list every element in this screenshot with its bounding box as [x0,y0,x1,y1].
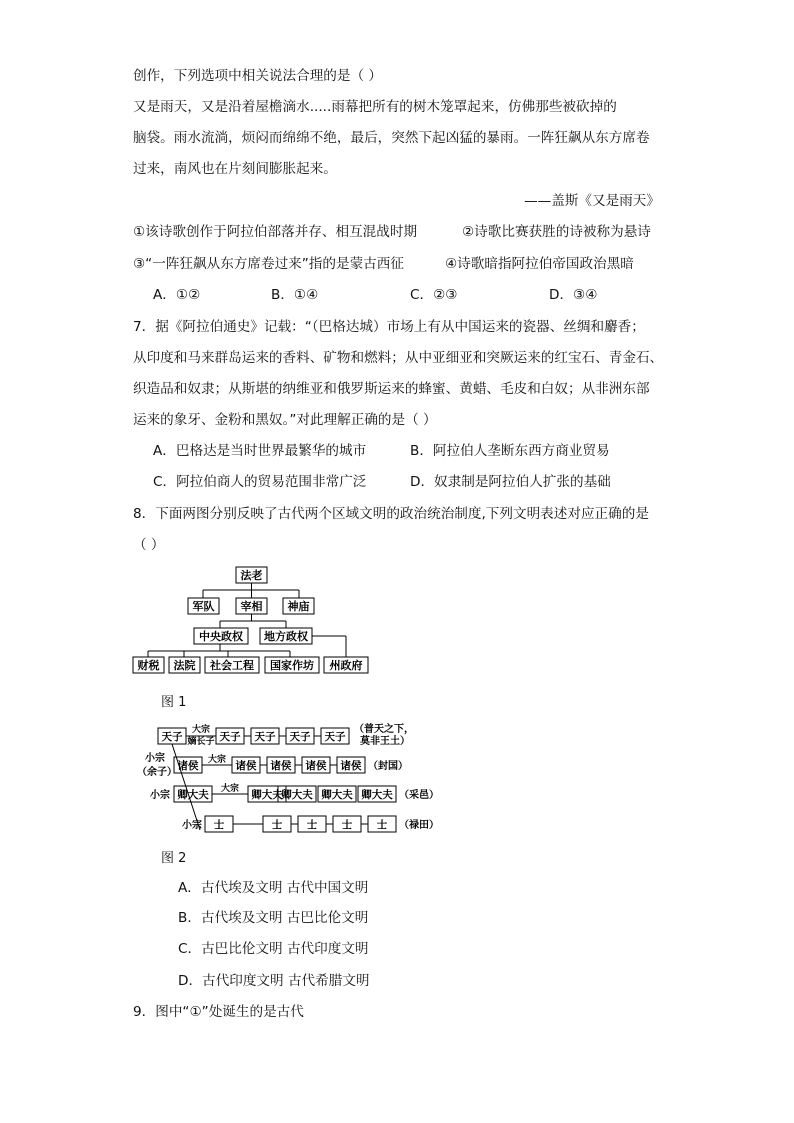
figure-2-diagram [128,718,448,836]
fig2-note-2: （封国） [368,761,408,772]
q6-poem-source: ——盖斯《又是雨天》 [524,193,660,209]
q8-option-a[interactable]: A．古代埃及文明 古代中国文明 [178,880,369,896]
fig1-court: 法院 [173,659,196,672]
fig2-tianzi-1: 天子 [161,731,183,743]
fig2-note-1b: 莫非王土） [360,736,410,747]
fig1-state-workshop: 国家作坊 [270,659,314,672]
fig2-shi-5: 士 [376,819,388,831]
q6-statement-1: ①该诗歌创作于阿拉伯部落并存、相互混战时期 [133,224,418,240]
q8-option-c[interactable]: C．古巴比伦文明 古代印度文明 [178,941,369,957]
fig2-dazong-3: 大宗 [220,784,240,794]
figure-2-caption: 图 2 [161,851,187,866]
fig2-qingdafu-5: 卿大夫 [361,789,393,801]
fig2-shi-4: 士 [341,819,353,831]
fig2-dizhangzi: 嫡长子 [187,737,215,747]
figure-1-diagram [128,563,378,678]
fig1-tax: 财税 [137,659,160,672]
q9-stem-line-1: 9．图中“①”处诞生的是古代 [133,1004,304,1020]
fig2-note-4: （禄田） [399,820,439,831]
q6-option-c[interactable]: C．②③ [410,287,458,303]
fig2-xiaozong-2: 小宗 [150,790,170,801]
fig1-army: 军队 [192,600,215,613]
fig2-tianzi-2: 天子 [219,731,241,743]
fig2-note-1a: （普天之下， [354,724,414,735]
q8-stem-line-1: 8．下面两图分别反映了古代两个区域文明的政治统治制度,下列文明表述对应正确的是 [133,506,649,522]
q7-stem-line-3: 织造品和奴隶；从斯堪的纳维亚和俄罗斯运来的蜂蜜、黄蜡、毛皮和白奴；从非洲东部 [133,381,650,397]
q6-statement-2: ②诗歌比赛获胜的诗被称为悬诗 [462,224,651,240]
q7-option-c[interactable]: C．阿拉伯商人的贸易范围非常广泛 [153,474,367,490]
fig1-temple: 神庙 [287,600,310,613]
fig1-local-gov: 地方政权 [264,630,308,643]
fig2-shi-3: 士 [306,819,318,831]
q7-stem-line-1: 7．据《阿拉伯通史》记载：“（巴格达城）市场上有从中国运来的瓷器、丝绸和麝香； [133,319,645,335]
q6-option-d[interactable]: D．③④ [549,287,598,303]
q7-stem-line-4: 运来的象牙、金粉和黑奴。”对此理解正确的是（ ） [133,412,437,428]
q7-option-a[interactable]: A．巴格达是当时世界最繁华的城市 [153,443,367,459]
q6-statement-3: ③“一阵狂飙从东方席卷过来”指的是蒙古西征 [133,256,404,272]
q6-stem-tail: 创作，下列选项中相关说法合理的是（ ） [133,68,383,84]
fig2-shi-2: 士 [271,819,283,831]
fig1-public-works: 社会工程 [210,659,254,672]
q6-poem-line-1: 又是雨天，又是沿着屋檐滴水.....雨幕把所有的树木笼罩起来，仿佛那些被砍掉的 [133,99,617,115]
q6-poem-line-3: 过来，南风也在片刻间膨胀起来。 [133,161,337,177]
fig2-qingdafu-2: 卿大夫 [251,789,283,801]
q8-stem-line-2: （ ） [133,537,165,553]
fig2-tianzi-4: 天子 [289,731,311,743]
fig2-qingdafu-3: 卿大夫 [281,789,313,801]
q6-statement-4: ④诗歌暗指阿拉伯帝国政治黑暗 [445,256,634,272]
fig2-qingdafu-1: 卿大夫 [177,789,209,801]
q6-option-a[interactable]: A．①② [153,287,201,303]
fig2-xiaozong-1: 小宗 [145,753,165,764]
fig2-tianzi-3: 天子 [254,731,276,743]
fig2-zhuhou-1: 诸侯 [177,760,199,772]
fig2-xiaozong-3: 小宗 [182,820,202,831]
q8-option-b[interactable]: B．古代埃及文明 古巴比伦文明 [178,910,369,926]
fig2-dazong-1: 大宗 [191,725,211,735]
fig1-pharaoh: 法老 [240,569,263,582]
q7-stem-line-2: 从印度和马来群岛运来的香料、矿物和燃料；从中亚细亚和突厥运来的红宝石、青金石、 [133,350,664,366]
q6-poem-line-2: 脑袋。雨水流淌，烦闷而绵绵不绝，最后，突然下起凶猛的暴雨。一阵狂飙从东方席卷 [133,130,650,146]
fig1-vizier: 宰相 [240,600,263,613]
fig1-prefecture: 州政府 [329,659,363,672]
q7-option-b[interactable]: B．阿拉伯人垄断东西方商业贸易 [410,443,610,459]
fig1-central-gov: 中央政权 [199,630,243,643]
figure-1-caption: 图 1 [161,695,187,710]
fig2-note-3: （采邑） [399,790,439,801]
fig2-zhuhou-3: 诸侯 [270,760,292,772]
fig2-yuzi: （余子） [137,767,177,778]
q7-option-d[interactable]: D．奴隶制是阿拉伯人扩张的基础 [410,474,611,490]
q8-option-d[interactable]: D．古代印度文明 古代希腊文明 [178,973,370,989]
fig2-shi-1: 士 [213,819,225,831]
fig2-tianzi-5: 天子 [324,731,346,743]
fig2-zhuhou-4: 诸侯 [305,760,327,772]
fig2-dazong-2: 大宗 [207,755,227,765]
fig2-qingdafu-4: 卿大夫 [321,789,353,801]
fig2-zhuhou-2: 诸侯 [235,760,257,772]
q6-option-b[interactable]: B．①④ [271,287,319,303]
fig2-zhuhou-5: 诸侯 [340,760,362,772]
